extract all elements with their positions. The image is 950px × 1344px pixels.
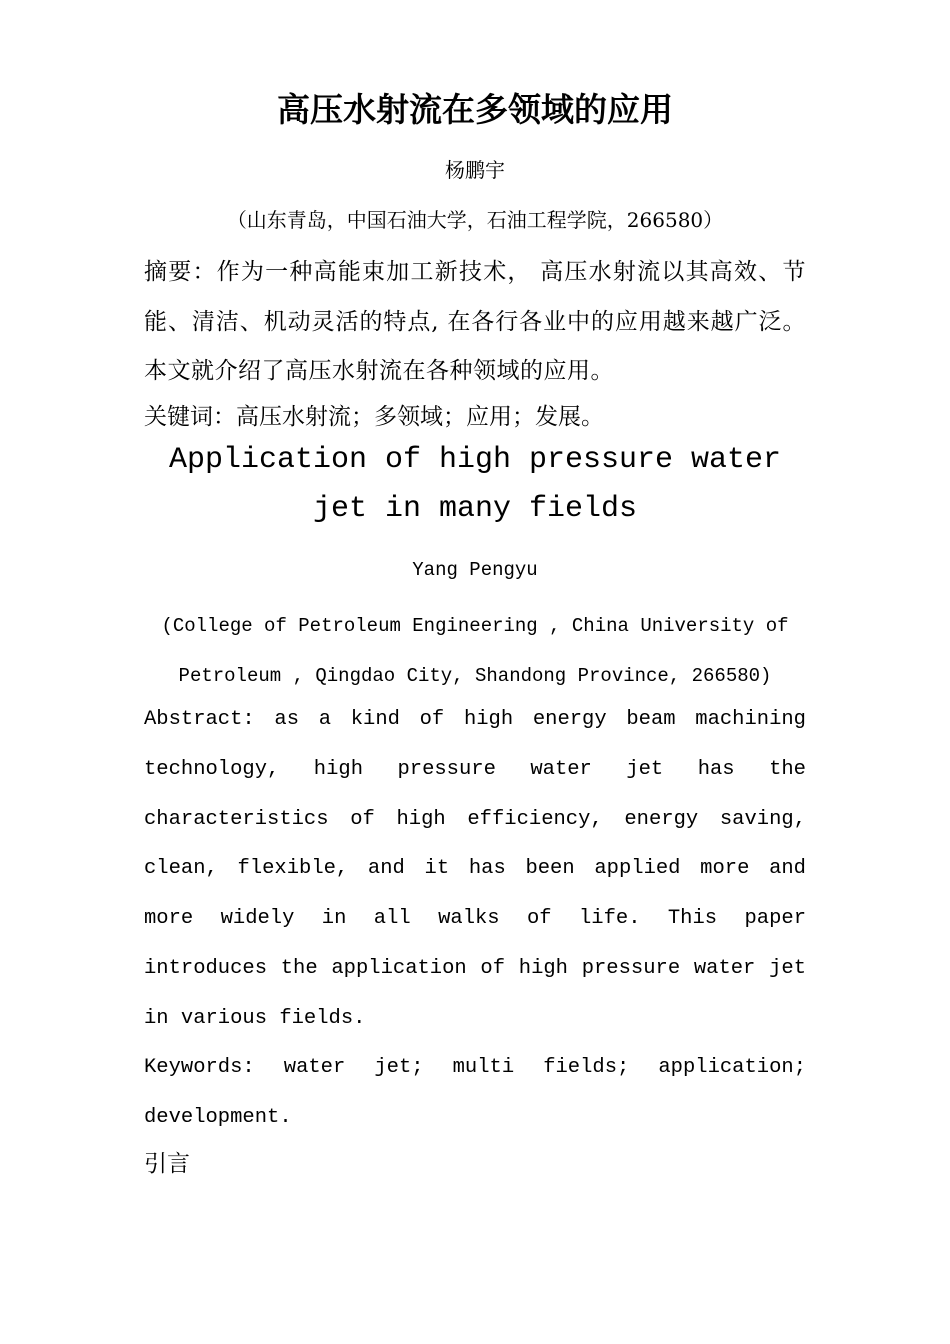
english-abstract: Abstract: as a kind of high energy beam machining technology, high pressure water jet has the characteristics of high efficiency, energy saving, clean, flexible, and it has been applied more and more widely in all walks of life. This paper introduces the application of high pressure water jet in various fields.	[144, 708, 806, 1030]
chinese-title: 高压水射流在多领域的应用	[277, 90, 673, 129]
chinese-abstract: 摘要：作为一种高能束加工新技术， 高压水射流以其高效、节能、清洁、机动灵活的特点, 在各行各业中的应用越来越广泛。本文就介绍了高压水射流在各种领域的应用。	[144, 259, 806, 384]
english-author: Yang Pengyu	[412, 559, 538, 581]
introduction-heading: 引言	[144, 1151, 190, 1177]
english-title: Application of high pressure water jet in many fields	[168, 443, 782, 526]
chinese-keywords: 关键词：高压水射流；多领域；应用；发展。	[144, 404, 604, 430]
chinese-author: 杨鹏宇	[445, 158, 505, 182]
chinese-affiliation: （山东青岛，中国石油大学，石油工程学院，266580）	[226, 208, 724, 232]
english-affiliation: (College of Petroleum Engineering , China University of Petroleum , Qingdao City, Shandong Province, 266580)	[161, 615, 789, 687]
english-keywords: Keywords: water jet; multi fields; application; development.	[144, 1056, 806, 1129]
